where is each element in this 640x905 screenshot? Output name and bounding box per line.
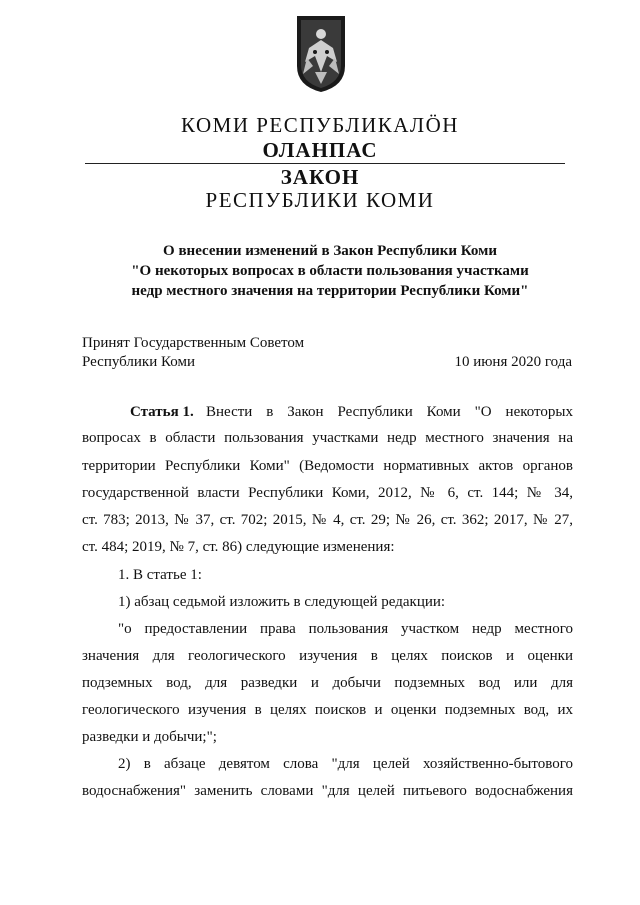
item-1: 1. В статье 1:	[118, 567, 202, 583]
sub-item-1: 1) абзац седьмой изложить в следующей редакции:	[118, 594, 446, 610]
article-text-line: территории Республики Коми" (Ведомости нормативных актов органов	[82, 458, 573, 474]
article-text-line: ст. 783; 2013, № 37, ст. 702; 2015, № 4, ст. 29; № 26, ст. 362; 2017, № 27,	[82, 512, 573, 528]
quote-line: геологического изучения в целях поисков и оценки подземных вод, их	[82, 702, 573, 718]
article-text-line: государственной власти Республики Коми, 2012, № 6, ст. 144; № 34,	[82, 485, 573, 501]
sub-item-2-line: водоснабжения" заменить словами "для целей питьевого водоснабжения	[82, 783, 573, 799]
article-text-line: ст. 484; 2019, № 7, ст. 86) следующие изменения:	[82, 539, 395, 555]
law-title	[60, 241, 600, 301]
adoption-line: Принят Государственным Советом	[82, 335, 305, 351]
header-divider	[85, 163, 565, 164]
article-text-line: Внести в Закон Республики Коми "О некоторых	[206, 404, 573, 420]
quote-line: значения для геологического изучения в целях поисков и оценки	[82, 648, 573, 664]
article-first-line	[82, 402, 573, 422]
article-text-line: вопросах в области пользования участками недр местного значения на	[82, 430, 573, 446]
law-title-line: О внесении изменений в Закон Республики Коми	[163, 243, 497, 259]
article-label: Статья 1.	[130, 404, 194, 420]
quote-line: "о предоставлении права пользования участком недр местного	[118, 621, 573, 637]
header-republic-line: РЕСПУБЛИКИ КОМИ	[205, 188, 435, 212]
header-olanpas: ОЛАНПАС	[262, 138, 378, 162]
quote-line: подземных вод, для разведки и добычи подземных вод или для	[82, 675, 573, 691]
coat-of-arms-icon	[295, 14, 347, 94]
adoption-statement	[82, 334, 304, 372]
law-title-line: "О некоторых вопросах в области пользования участками	[131, 263, 529, 279]
adoption-date: 10 июня 2020 года	[454, 354, 572, 370]
quote-line: разведки и добычи;";	[82, 729, 217, 745]
law-title-line: недр местного значения на территории Республики Коми"	[131, 283, 529, 299]
sub-item-2-line: 2) в абзаце девятом слова "для целей хозяйственно-бытового	[118, 756, 573, 772]
header-komi-line: КОМИ РЕСПУБЛИКАЛÖН	[181, 113, 459, 137]
adoption-line: Республики Коми	[82, 354, 195, 370]
header-zakon: ЗАКОН	[280, 165, 360, 189]
